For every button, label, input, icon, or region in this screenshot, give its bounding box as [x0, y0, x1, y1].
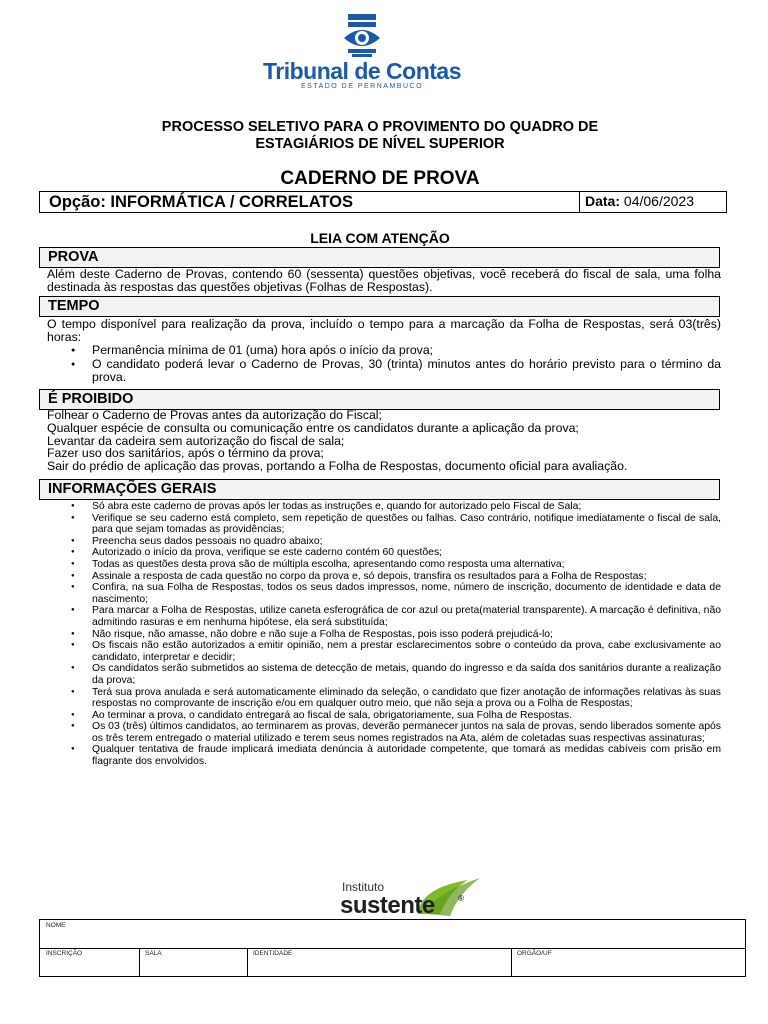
list-item: ● Preencha seus dados pessoais no quadro abaixo;	[47, 536, 721, 548]
booklet-title: CADERNO DE PROVA	[280, 168, 480, 189]
section-gerais-header: INFORMAÇÕES GERAIS	[39, 479, 720, 500]
list-item: ● Autorizado o início da prova, verifique se este caderno contém 60 questões;	[47, 547, 721, 559]
candidate-form	[39, 919, 746, 977]
gerais-bullet-list	[47, 501, 721, 768]
sala-field[interactable]	[139, 948, 248, 976]
list-item: ● Confira, na sua Folha de Respostas, todos os seus dados impressos, nome, número de inscrição, documento de identidade e data de nascimento;	[47, 582, 721, 605]
list-item: ● Todas as questões desta prova são de múltipla escolha, apresentando como resposta uma alternativa;	[47, 559, 721, 571]
list-item: ● Para marcar a Folha de Respostas, utilize caneta esferográfica de cor azul ou preta(material transparente). A marcação é definitiva, não admitindo rasuras e em nenhuma hipótese, ela será substituída;	[47, 605, 721, 628]
list-item: ● Verifique se seu caderno está completo, sem repetição de questões ou falhas. Caso contrário, notifique imediatamente o fiscal de sala, para que sejam tomadas as providências;	[47, 513, 721, 536]
orgao-label: ORGÃO/UF	[517, 950, 552, 957]
section-tempo-header: TEMPO	[39, 296, 720, 317]
sala-label: SALA	[145, 950, 162, 957]
identidade-field[interactable]	[247, 948, 512, 976]
name-field[interactable]	[40, 920, 745, 949]
section-prova-header: PROVA	[39, 247, 720, 268]
process-title	[60, 119, 700, 153]
inscricao-label: INSCRIÇÃO	[46, 950, 83, 957]
list-item: ● Terá sua prova anulada e será automaticamente eliminado da seleção, o candidato que fizer anotação de informações relativas às suas respostas no comprovante de inscrição e/ou em qualquer outro meio, que não seja a prova ou a Folha de Respostas;	[47, 687, 721, 710]
sustente-logo-name: sustente	[340, 892, 435, 919]
orgao-field[interactable]	[511, 948, 745, 976]
tempo-text: O tempo disponível para realização da prova, incluído o tempo para a marcação da Folha de Respostas, será 03(três) horas:	[47, 317, 721, 345]
option-box: Opção: INFORMÁTICA / CORRELATOS	[39, 191, 580, 213]
list-item: ● Qualquer tentativa de fraude implicará imediata denúncia à autoridade competente, que tomará as medidas cabíveis com prisão em flagrante dos envolvidos.	[47, 744, 721, 767]
prova-text: Além deste Caderno de Provas, contendo 60 (sessenta) questões objetivas, você receberá do fiscal de sala, uma folha destinada às respostas das questões objetivas (Folhas de Respostas).	[47, 267, 721, 295]
logo-name: Tribunal de Contas	[262, 58, 462, 84]
list-item: ● O candidato poderá levar o Caderno de Provas, 30 (trinta) minutos antes do horário previsto para o término da prova.	[47, 358, 721, 384]
identidade-label: IDENTIDADE	[253, 950, 293, 957]
read-carefully-heading: LEIA COM ATENÇÃO	[310, 230, 450, 246]
tribunal-logo	[262, 14, 462, 104]
list-item: Folhear o Caderno de Provas antes da autorização do Fiscal;	[47, 408, 382, 422]
eye-emblem-icon	[342, 14, 382, 58]
registered-mark: ®	[458, 894, 464, 903]
list-item: ● Os candidatos serão submetidos ao sistema de detecção de metais, quando do ingresso e da saída dos sanitários durante a realização da prova;	[47, 663, 721, 686]
list-item: Levantar da cadeira sem autorização do fiscal de sala;	[47, 433, 345, 448]
list-item: ● Permanência mínima de 01 (uma) hora após o início da prova;	[47, 344, 721, 357]
list-item: Sair do prédio de aplicação das provas, portando a Folha de Respostas, documento oficial para avaliação.	[47, 459, 628, 474]
list-item: ● Não risque, não amasse, não dobre e não suje a Folha de Respostas, pois isso poderá prejudicá-lo;	[47, 629, 721, 641]
sustente-logo	[340, 874, 490, 922]
section-proibido-header: É PROIBIDO	[39, 389, 720, 410]
list-item: Qualquer espécie de consulta ou comunicação entre os candidatos durante a aplicação da prova;	[47, 420, 579, 435]
process-title-line1: PROCESSO SELETIVO PARA O PROVIMENTO DO QUADRO DE	[161, 119, 599, 135]
list-item: ● Ao terminar a prova, o candidato entregará ao fiscal de sala, obrigatoriamente, sua Folha de Respostas.	[47, 710, 721, 722]
list-item: ● Assinale a resposta de cada questão no corpo da prova e, só depois, transfira os resultados para a Folha de Respostas;	[47, 571, 721, 583]
list-item: ● Os fiscais não estão autorizados a emitir opinião, nem a prestar esclarecimentos sobre o conteúdo da prova, cabe exclusivamente ao candidato, interpretar e decidir;	[47, 640, 721, 663]
date-box	[579, 191, 727, 213]
sustente-logo-top: Instituto	[342, 880, 385, 894]
list-item: ● Os 03 (três) últimos candidatos, ao terminarem as provas, deverão permanecer juntos na sala de provas, sendo liberados somente após os três terem entregado o material utilizado e terem seus nomes registrados na Ata, além de coletadas suas respectivas assinaturas;	[47, 721, 721, 744]
name-label: NOME	[46, 922, 66, 929]
logo-subtitle: ESTADO DE PERNAMBUCO	[300, 83, 424, 90]
tempo-bullet-list	[47, 344, 721, 384]
list-item: ● Só abra este caderno de provas após ler todas as instruções e, quando for autorizado pelo Fiscal de Sala;	[47, 501, 721, 513]
process-title-line2: ESTAGIÁRIOS DE NÍVEL SUPERIOR	[255, 136, 505, 152]
gerais-block	[47, 501, 721, 768]
inscricao-field[interactable]	[40, 948, 140, 976]
tempo-block	[47, 318, 721, 384]
list-item: Fazer uso dos sanitários, após o término da prova;	[47, 446, 324, 461]
proibido-list	[47, 409, 721, 473]
date-value: 04/06/2023	[623, 193, 694, 209]
date-label: Data:	[585, 193, 621, 209]
